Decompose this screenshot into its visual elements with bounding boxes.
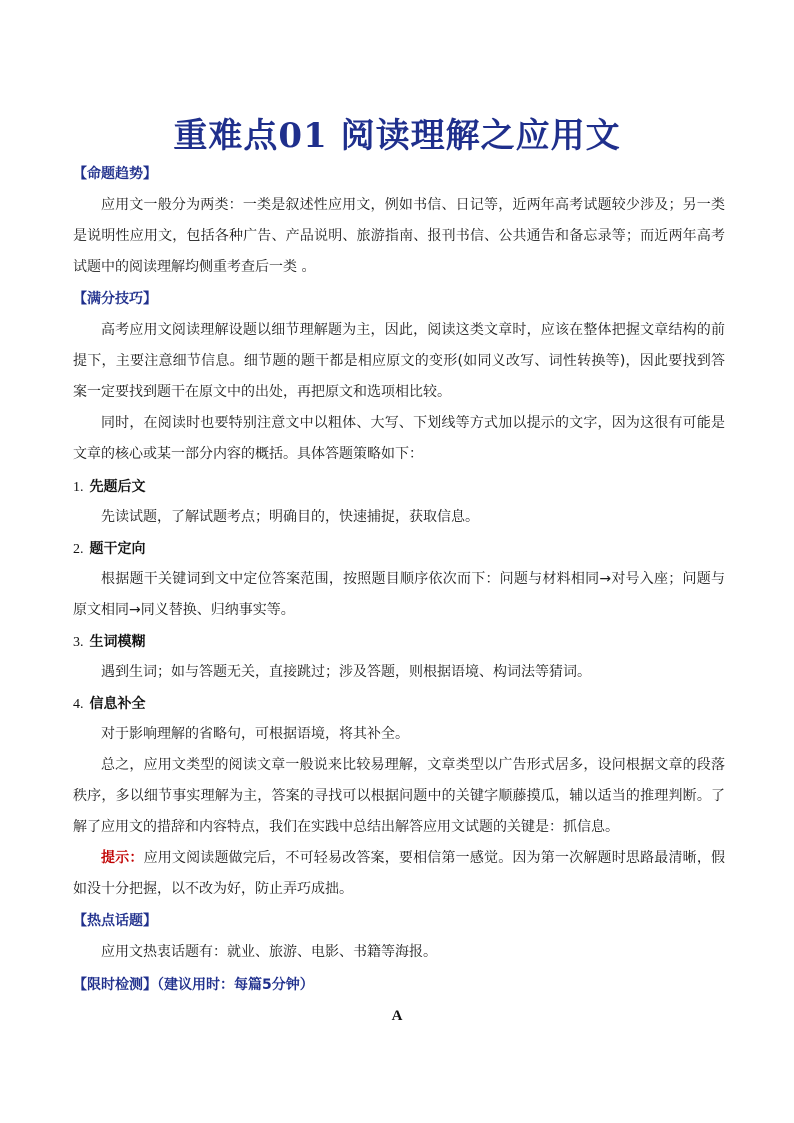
strategy-number: 4.: [73, 697, 84, 712]
strategy-number: 3.: [73, 635, 84, 650]
strategy-title: 信息补全: [89, 696, 146, 712]
passage-label: A: [391, 1008, 403, 1024]
tip-label: 提示：: [101, 850, 144, 866]
strategy-heading: [73, 476, 146, 496]
section-heading-hot: 【热点话题】: [73, 913, 157, 929]
tip-text: 应用文阅读题做完后，不可轻易改答案，要相信第一感觉。因为第一次解题时思路最清晰，假如没十分把握，以不改为好，防止弄巧成拙。: [73, 850, 726, 897]
strategy-text: 遇到生词；如与答题无关，直接跳过；涉及答题，则根据语境、构词法等猜词。: [101, 664, 591, 680]
strategy-title: 题干定向: [89, 541, 146, 557]
section-heading-skills: 【满分技巧】: [73, 291, 157, 307]
page-title: 重难点01 阅读理解之应用文: [173, 116, 621, 156]
tip-paragraph: [73, 843, 725, 905]
strategy-text: 根据题干关键词到文中定位答案范围，按照题目顺序依次而下：问题与材料相同→对号入座；问题与原文相同→同义替换、归纳事实等。: [73, 571, 725, 618]
strategy-text: 先读试题，了解试题考点；明确目的，快速捕捉，获取信息。: [101, 509, 479, 525]
skills-paragraph-1: 高考应用文阅读理解设题以细节理解题为主，因此，阅读这类文章时，应该在整体把握文章结构的前提下，主要注意细节信息。细节题的题干都是相应原文的变形(如同义改写、词性转换等)，因此要找到答案一定要找到题干在原文中的出处，再把原文和选项相比较。: [73, 322, 725, 400]
strategy-heading: [73, 693, 146, 713]
strategy-heading: [73, 538, 146, 558]
trend-paragraph: 应用文一般分为两类：一类是叙述性应用文，例如书信、日记等，近两年高考试题较少涉及；另一类是说明性应用文，包括各种广告、产品说明、旅游指南、报刊书信、公共通告和备忘录等；而近两年高考试题中的阅读理解均侧重考查后一类 。: [73, 197, 725, 275]
skills-paragraph-2: 同时，在阅读时也要特别注意文中以粗体、大写、下划线等方式加以提示的文字，因为这很有可能是文章的核心或某一部分内容的概括。具体答题策略如下：: [73, 415, 725, 462]
strategy-title: 生词模糊: [89, 634, 146, 650]
strategy-title: 先题后文: [89, 479, 146, 495]
strategy-text: 对于影响理解的省略句，可根据语境，将其补全。: [101, 726, 409, 742]
section-heading-trend: 【命题趋势】: [73, 166, 157, 182]
section-heading-test: 【限时检测】（建议用时：每篇5分钟）: [73, 977, 314, 993]
hot-paragraph: 应用文热衷话题有：就业、旅游、电影、书籍等海报。: [101, 944, 437, 960]
strategy-number: 2.: [73, 542, 84, 557]
strategy-number: 1.: [73, 480, 84, 495]
summary-paragraph: 总之，应用文类型的阅读文章一般说来比较易理解，文章类型以广告形式居多，设问根据文章的段落秩序，多以细节事实理解为主，答案的寻找可以根据问题中的关键字顺藤摸瓜，辅以适当的推理判断。了解了应用文的措辞和内容特点，我们在实践中总结出解答应用文试题的关键是：抓信息。: [73, 757, 725, 835]
strategy-heading: [73, 631, 146, 651]
